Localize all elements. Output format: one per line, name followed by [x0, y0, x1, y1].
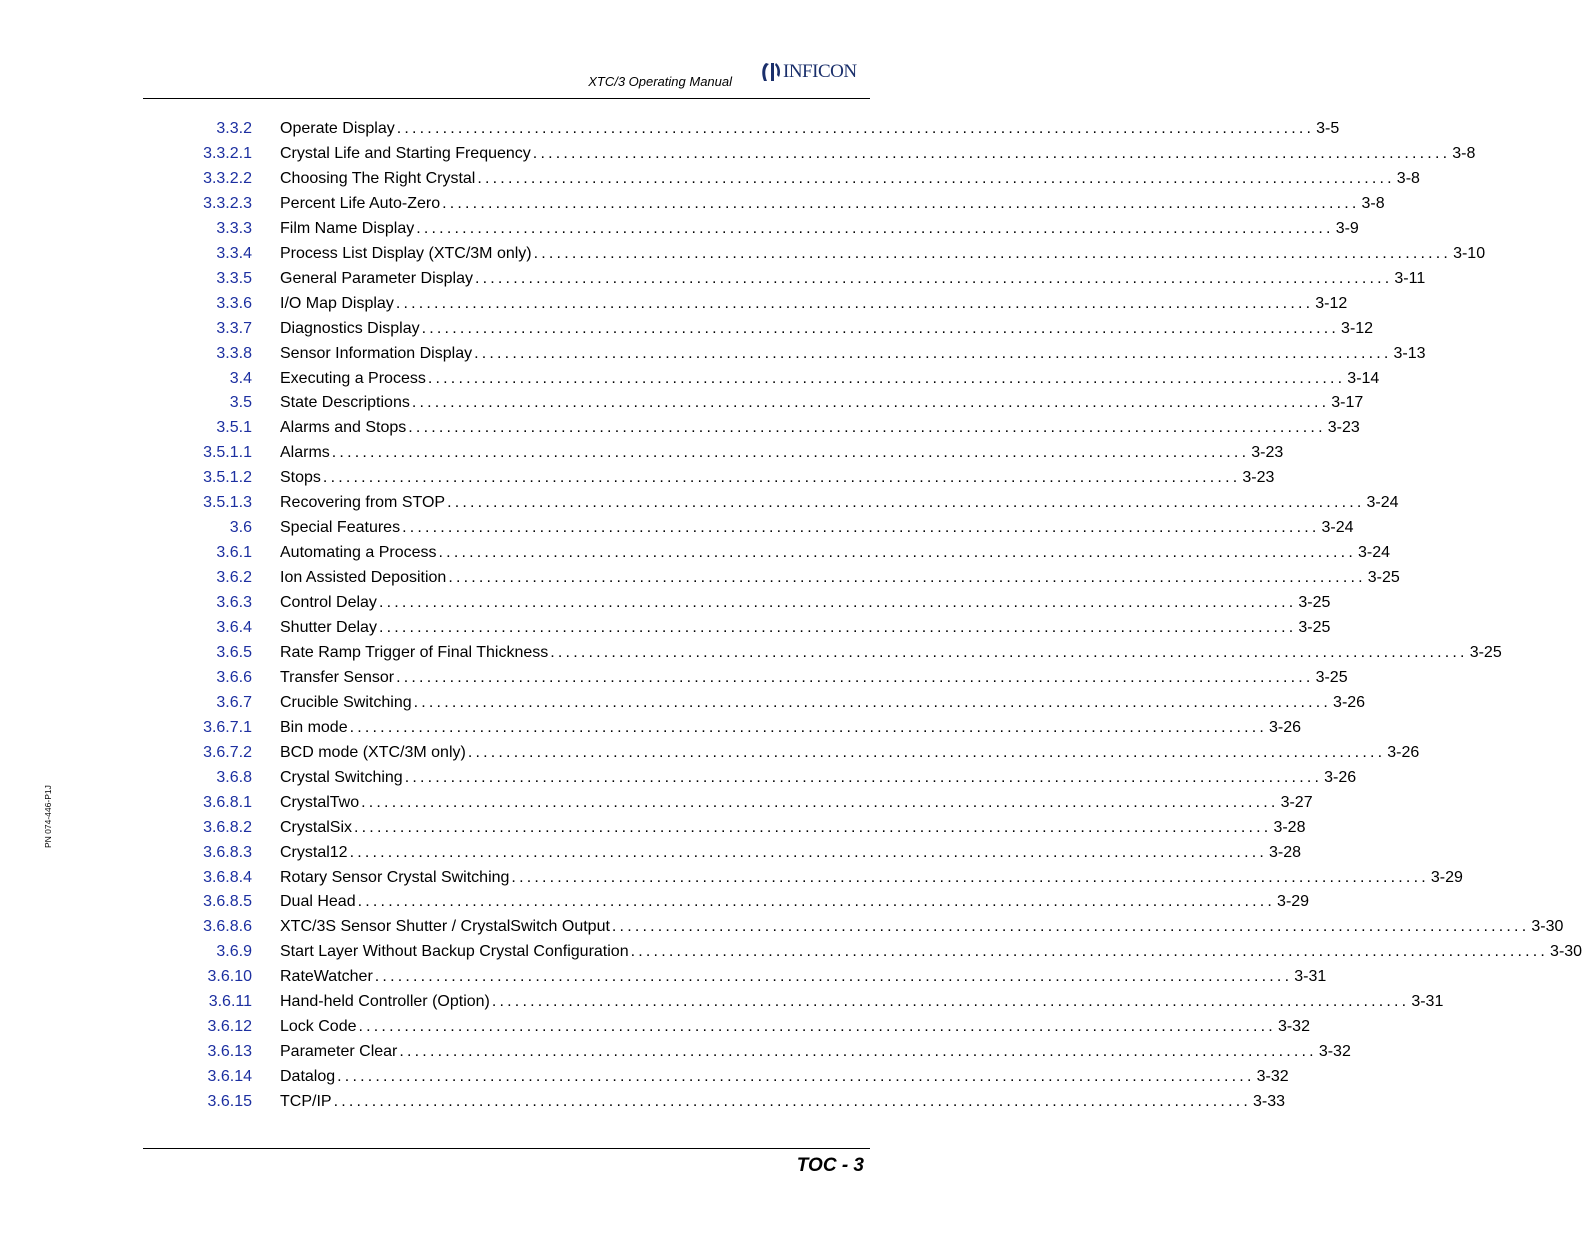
toc-section-number[interactable]: 3.6.2	[216, 569, 252, 587]
toc-entry	[280, 440, 1284, 465]
toc-entry	[280, 690, 1366, 715]
toc-row[interactable]	[0, 266, 1426, 291]
toc-dot-leader: ........................................................................................................................	[357, 893, 1276, 911]
toc-dot-leader: ........................................................................................................................	[322, 469, 1241, 487]
toc-title: Special Features	[280, 519, 401, 537]
toc-section-number[interactable]: 3.6.9	[216, 943, 252, 961]
toc-page-number: 3-11	[1394, 269, 1426, 287]
toc-page-number: 3-25	[1469, 643, 1502, 661]
toc-dot-leader: ........................................................................................................................	[438, 544, 1356, 562]
toc-row[interactable]	[0, 241, 1486, 266]
toc-page-number: 3-32	[1318, 1043, 1351, 1061]
toc-page-number: 3-14	[1347, 369, 1380, 387]
toc-dot-leader: ........................................................................................................................	[491, 993, 1410, 1011]
toc-page-number: 3-27	[1280, 793, 1313, 811]
toc-title: General Parameter Display	[280, 269, 473, 287]
toc-dot-leader: ........................................................................................................................	[532, 144, 1451, 162]
toc-section-number[interactable]: 3.4	[229, 369, 252, 387]
toc-section-number[interactable]: 3.6.8.2	[203, 818, 252, 836]
toc-title: Dual Head	[280, 893, 356, 911]
toc-section-number[interactable]: 3.6.13	[207, 1043, 252, 1061]
toc-entry	[280, 914, 1564, 939]
toc-page-number: 3-32	[1277, 1018, 1310, 1036]
toc-row[interactable]	[0, 865, 1463, 890]
toc-title: Stops	[280, 469, 321, 487]
toc-page-number: 3-23	[1242, 469, 1275, 487]
toc-dot-leader: ........................................................................................................................	[399, 1043, 1317, 1061]
toc-page-number: 3-12	[1341, 319, 1374, 337]
toc-section-number[interactable]: 3.6.14	[207, 1068, 252, 1086]
toc-row[interactable]	[0, 465, 1275, 490]
toc-entry	[280, 141, 1476, 166]
toc-entry	[280, 366, 1380, 391]
toc-page-number: 3-8	[1452, 144, 1476, 162]
toc-entry	[280, 765, 1357, 790]
toc-row[interactable]	[0, 590, 1331, 615]
toc-entry	[280, 989, 1444, 1014]
toc-row[interactable]	[0, 540, 1390, 565]
toc-entry	[280, 216, 1359, 241]
footer-rule	[143, 1148, 870, 1149]
toc-entry	[280, 1014, 1310, 1039]
toc-title: Shutter Delay	[280, 619, 377, 636]
header-manual-title: XTC/3 Operating Manual	[588, 74, 732, 89]
toc-page-number: 3-32	[1256, 1068, 1289, 1086]
toc-title: Rotary Sensor Crystal Switching	[280, 868, 510, 886]
toc-entry	[280, 715, 1302, 740]
toc-dot-leader: ........................................................................................................................	[404, 768, 1323, 786]
toc-section-number[interactable]: 3.3.2.2	[203, 169, 252, 187]
toc-row[interactable]	[0, 815, 1306, 840]
toc-title: Transfer Sensor	[280, 668, 395, 686]
toc-title: Start Layer Without Backup Crystal Configuration	[280, 943, 629, 961]
toc-page-number: 3-12	[1315, 294, 1348, 312]
toc-title: Alarms and Stops	[280, 419, 407, 437]
toc-section-number[interactable]: 3.3.6	[216, 294, 252, 312]
toc-row[interactable]	[0, 1089, 1286, 1114]
toc-dot-leader: ........................................................................................................................	[550, 643, 1468, 661]
toc-page-number: 3-24	[1357, 544, 1390, 562]
toc-section-number[interactable]: 3.6.6	[216, 668, 252, 686]
toc-title: CrystalSix	[280, 818, 353, 836]
toc-entry	[280, 291, 1348, 316]
toc-page-number: 3-10	[1453, 244, 1486, 262]
toc-section-number[interactable]: 3.6.15	[207, 1093, 252, 1111]
toc-row[interactable]	[0, 640, 1502, 665]
toc-dot-leader: ........................................................................................................................	[354, 818, 1272, 836]
toc-section-number[interactable]: 3.5.1.3	[203, 494, 252, 512]
toc-page-number: 3-25	[1367, 569, 1400, 587]
toc-title: Crystal12	[280, 843, 348, 861]
toc-section-number[interactable]: 3.6.8.5	[203, 893, 252, 911]
toc-title: TCP/IP	[280, 1093, 332, 1111]
toc-entry	[280, 1089, 1286, 1114]
toc-section-number[interactable]: 3.6.11	[208, 993, 252, 1011]
toc-row[interactable]	[0, 889, 1310, 914]
toc-dot-leader: ........................................................................................................................	[447, 494, 1365, 512]
toc-title: Diagnostics Display	[280, 319, 420, 337]
toc-page-number: 3-25	[1315, 668, 1348, 686]
toc-title: Percent Life Auto-Zero	[280, 194, 441, 212]
toc-page-number: 3-30	[1531, 918, 1564, 936]
toc-row[interactable]	[0, 690, 1366, 715]
toc-entry	[280, 665, 1348, 690]
toc-row[interactable]	[0, 390, 1364, 415]
toc-row[interactable]	[0, 341, 1426, 366]
toc-section-number[interactable]: 3.5	[229, 394, 252, 412]
toc-title: Choosing The Right Crystal	[280, 169, 476, 187]
toc-page-number: 3-23	[1251, 444, 1284, 462]
toc-dot-leader: ........................................................................................................................	[413, 693, 1332, 711]
toc-row[interactable]	[0, 490, 1399, 515]
toc-page-number: 3-24	[1321, 519, 1354, 537]
toc-dot-leader: ........................................................................................................................	[396, 120, 1315, 137]
toc-section-number[interactable]: 3.6.8.1	[203, 793, 252, 811]
toc-page-number: 3-29	[1277, 893, 1310, 911]
toc-row[interactable]	[0, 216, 1359, 241]
toc-section-number[interactable]: 3.6.10	[207, 968, 252, 986]
toc-entry	[280, 415, 1360, 440]
toc-entry	[280, 465, 1275, 490]
inficon-logo	[760, 60, 857, 84]
toc-entry	[280, 116, 1340, 141]
toc-title: Crucible Switching	[280, 693, 412, 711]
toc-entry	[280, 316, 1374, 341]
toc-section-number[interactable]: 3.6.7	[216, 693, 252, 711]
toc-row[interactable]	[0, 964, 1327, 989]
toc-section-number[interactable]: 3.6.7.1	[203, 718, 252, 736]
toc-dot-leader: ........................................................................................................................	[474, 344, 1392, 362]
toc-page-number: 3-33	[1253, 1093, 1286, 1111]
toc-dot-leader: ........................................................................................................................	[533, 244, 1452, 262]
toc-dot-leader: ........................................................................................................................	[474, 269, 1393, 287]
toc-dot-leader: ........................................................................................................................	[477, 169, 1395, 187]
toc-title: CrystalTwo	[280, 793, 360, 811]
toc-title: Parameter Clear	[280, 1043, 398, 1061]
toc-title: Control Delay	[280, 594, 377, 612]
toc-section-number[interactable]: 3.3.8	[216, 344, 252, 362]
toc-dot-leader: ........................................................................................................................	[416, 219, 1334, 237]
toc-page-number: 3-28	[1269, 843, 1302, 861]
toc-title: Rate Ramp Trigger of Final Thickness	[280, 643, 549, 661]
toc-title: Ion Assisted Deposition	[280, 569, 447, 587]
toc-section-number[interactable]: 3.3.4	[216, 244, 252, 262]
toc-entry	[280, 865, 1463, 890]
toc-entry	[280, 615, 1331, 640]
toc-entry	[280, 490, 1399, 515]
toc-row[interactable]	[0, 615, 1331, 640]
toc-row[interactable]	[0, 715, 1302, 740]
toc-section-number[interactable]: 3.3.2.1	[203, 144, 252, 162]
toc-page-number: 3-9	[1335, 219, 1359, 237]
toc-row[interactable]	[0, 366, 1380, 391]
toc-section-number[interactable]: 3.6.8.4	[203, 868, 252, 886]
toc-entry	[280, 840, 1302, 865]
toc-dot-leader: ........................................................................................................................	[511, 868, 1429, 886]
logo-wordmark: INFICON	[783, 61, 857, 82]
toc-dot-leader: ........................................................................................................................	[395, 294, 1314, 312]
toc-page-number: 3-23	[1327, 419, 1360, 437]
toc-row[interactable]	[0, 316, 1374, 341]
toc-entry	[280, 565, 1400, 590]
toc-title: Automating a Process	[280, 544, 437, 562]
toc-title: Hand-held Controller (Option)	[280, 993, 490, 1011]
toc-section-number[interactable]: 3.3.2.3	[203, 194, 252, 212]
toc-entry	[280, 241, 1486, 266]
toc-title: Crystal Switching	[280, 768, 403, 786]
toc-dot-leader: ........................................................................................................................	[427, 369, 1346, 387]
toc-page-number: 3-8	[1361, 194, 1385, 212]
toc-title: Alarms	[280, 444, 330, 462]
toc-dot-leader: ........................................................................................................................	[411, 394, 1330, 412]
toc-page-number: 3-28	[1273, 818, 1306, 836]
toc-section-number[interactable]: 3.6.5	[216, 643, 252, 661]
toc-section-number[interactable]: 3.5.1.2	[203, 469, 252, 487]
toc-entry	[280, 390, 1364, 415]
toc-page-number: 3-26	[1387, 743, 1420, 761]
toc-entry	[280, 889, 1310, 914]
toc-row[interactable]	[0, 291, 1348, 316]
toc-title: Crystal Life and Starting Frequency	[280, 144, 531, 162]
toc-title: Datalog	[280, 1068, 336, 1086]
toc-dot-leader: ........................................................................................................................	[337, 1068, 1255, 1086]
toc-row[interactable]	[0, 665, 1348, 690]
toc-page-number: 3-8	[1396, 169, 1420, 187]
toc-dot-leader: ........................................................................................................................	[402, 519, 1320, 537]
toc-dot-leader: ........................................................................................................................	[361, 793, 1279, 811]
footer-page-label: TOC - 3	[796, 1155, 864, 1176]
toc-entry	[280, 515, 1354, 540]
toc-row[interactable]	[0, 765, 1357, 790]
toc-entry	[280, 815, 1306, 840]
toc-entry	[280, 341, 1426, 366]
toc-page-number: 3-13	[1393, 344, 1426, 362]
toc-entry	[280, 166, 1420, 191]
toc-entry	[280, 939, 1582, 964]
toc-row[interactable]	[0, 440, 1284, 465]
toc-dot-leader: ........................................................................................................................	[630, 943, 1549, 961]
toc-dot-leader: ........................................................................................................................	[396, 668, 1314, 686]
toc-section-number[interactable]: 3.6.7.2	[203, 743, 252, 761]
toc-row[interactable]	[0, 939, 1582, 964]
inficon-logo-icon	[760, 60, 782, 84]
toc-section-number[interactable]: 3.6.12	[207, 1018, 252, 1036]
toc-section-number[interactable]: 3.5.1.1	[203, 444, 252, 462]
toc-title: RateWatcher	[280, 968, 373, 986]
toc-row[interactable]	[0, 840, 1302, 865]
toc-page-number: 3-25	[1298, 594, 1331, 612]
toc-page-number: 3-29	[1430, 868, 1463, 886]
toc-row[interactable]	[0, 790, 1313, 815]
toc-dot-leader: ........................................................................................................................	[358, 1018, 1276, 1036]
toc-title: XTC/3S Sensor Shutter / CrystalSwitch Output	[280, 918, 610, 936]
toc-title: I/O Map Display	[280, 294, 394, 312]
toc-title: Film Name Display	[280, 219, 415, 237]
toc-page-number: 3-5	[1316, 120, 1340, 137]
toc-dot-leader: ........................................................................................................................	[349, 718, 1268, 736]
toc-title: Recovering from STOP	[280, 494, 446, 512]
toc-row[interactable]	[0, 141, 1476, 166]
toc-dot-leader: ........................................................................................................................	[611, 918, 1530, 936]
toc-dot-leader: ........................................................................................................................	[333, 1093, 1251, 1111]
toc-page-number: 3-24	[1366, 494, 1399, 512]
toc-dot-leader: ........................................................................................................................	[467, 743, 1386, 761]
toc-title: Operate Display	[280, 120, 395, 137]
toc-dot-leader: ........................................................................................................................	[378, 619, 1297, 636]
header-rule	[143, 98, 870, 99]
toc-row[interactable]	[0, 989, 1444, 1014]
toc-entry	[280, 590, 1331, 615]
toc-section-number[interactable]: 3.5.1	[216, 419, 252, 437]
toc-page-number: 3-25	[1298, 619, 1331, 636]
toc-title: Sensor Information Display	[280, 344, 473, 362]
part-number-label: PN 074-446-P1J	[43, 785, 53, 848]
toc-entry	[280, 790, 1313, 815]
toc-title: Process List Display (XTC/3M only)	[280, 244, 532, 262]
toc-section-number[interactable]: 3.3.5	[216, 269, 252, 287]
toc-row[interactable]	[0, 191, 1385, 216]
toc-title: BCD mode (XTC/3M only)	[280, 743, 466, 761]
toc-row[interactable]	[0, 515, 1354, 540]
toc-entry	[280, 191, 1385, 216]
toc-page-number: 3-31	[1411, 993, 1444, 1011]
toc-section-number[interactable]: 3.6	[229, 519, 252, 537]
toc-row[interactable]	[0, 1039, 1351, 1064]
toc-section-number[interactable]: 3.6.4	[216, 619, 252, 636]
toc-row[interactable]	[0, 1014, 1310, 1039]
toc-section-number[interactable]: 3.6.1	[216, 544, 252, 562]
toc-entry	[280, 640, 1502, 665]
toc-section-number[interactable]: 3.6.8.3	[203, 843, 252, 861]
toc-row[interactable]	[0, 415, 1360, 440]
toc-title: Executing a Process	[280, 369, 426, 387]
toc-row[interactable]	[0, 116, 1340, 141]
toc-dot-leader: ........................................................................................................................	[442, 194, 1360, 212]
toc-page-number: 3-26	[1333, 693, 1366, 711]
toc-entry	[280, 1064, 1289, 1089]
toc-dot-leader: ........................................................................................................................	[374, 968, 1293, 986]
toc-entry	[280, 740, 1420, 765]
toc-title: State Descriptions	[280, 394, 410, 412]
toc-section-number[interactable]: 3.6.8.6	[203, 918, 252, 936]
toc-page-number: 3-26	[1324, 768, 1357, 786]
toc-dot-leader: ........................................................................................................................	[448, 569, 1366, 587]
toc-dot-leader: ........................................................................................................................	[421, 319, 1340, 337]
toc-dot-leader: ........................................................................................................................	[378, 594, 1297, 612]
toc-page-number: 3-17	[1331, 394, 1364, 412]
toc-entry	[280, 266, 1426, 291]
toc-page-number: 3-26	[1269, 718, 1302, 736]
toc-dot-leader: ........................................................................................................................	[331, 444, 1250, 462]
toc-row[interactable]	[0, 166, 1420, 191]
toc-page-number: 3-30	[1550, 943, 1582, 961]
toc-entry	[280, 1039, 1351, 1064]
toc-entry	[280, 540, 1390, 565]
toc-row[interactable]	[0, 1064, 1289, 1089]
toc-page-number: 3-31	[1294, 968, 1327, 986]
toc-section-number[interactable]: 3.6.3	[216, 594, 252, 612]
toc-entry	[280, 964, 1327, 989]
toc-row[interactable]	[0, 740, 1420, 765]
toc-row[interactable]	[0, 914, 1564, 939]
toc-row[interactable]	[0, 565, 1400, 590]
toc-dot-leader: ........................................................................................................................	[408, 419, 1326, 437]
toc-section-number[interactable]: 3.3.3	[216, 219, 252, 237]
toc-section-number[interactable]: 3.6.8	[216, 768, 252, 786]
toc-dot-leader: ........................................................................................................................	[349, 843, 1268, 861]
toc-title: Bin mode	[280, 718, 348, 736]
toc-section-number[interactable]: 3.3.7	[216, 319, 252, 337]
toc-section-number[interactable]: 3.3.2	[216, 120, 252, 137]
toc-title: Lock Code	[280, 1018, 357, 1036]
